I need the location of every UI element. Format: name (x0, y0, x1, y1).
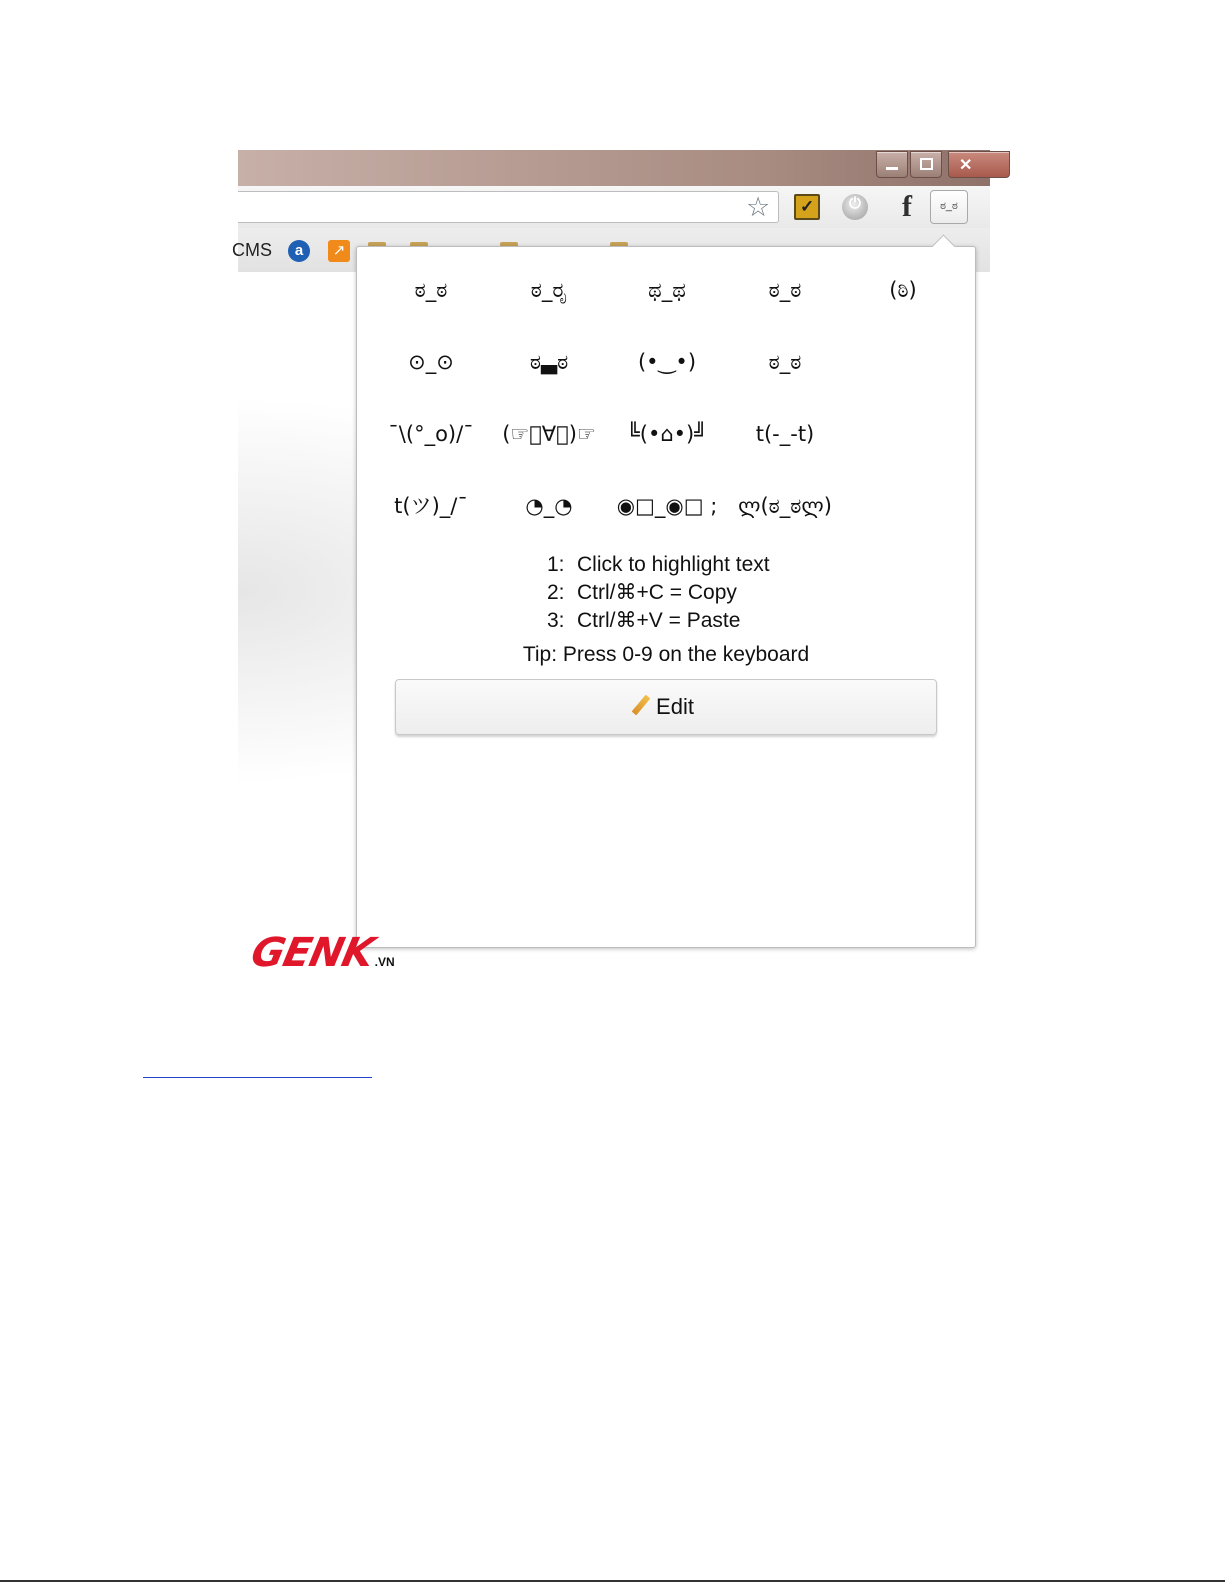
minimize-button[interactable] (876, 151, 908, 178)
emoticon-item[interactable]: ಠ▃ಠ (529, 350, 569, 374)
bookmark-cms[interactable]: CMS (232, 240, 272, 260)
emoticon-grid (372, 275, 962, 563)
emoticon-item[interactable]: (☞ﾟ∀ﾟ)☞ (502, 422, 596, 446)
emoticon-item[interactable]: ◉□_◉□ ; (616, 494, 718, 518)
close-button[interactable] (948, 151, 1010, 178)
emoticon-row (372, 347, 962, 419)
emoticon-item[interactable]: ⊙_⊙ (408, 350, 454, 374)
emoticon-item[interactable]: ಥ_ಥ (648, 278, 686, 302)
emoticon-row (372, 275, 962, 347)
restore-button[interactable] (910, 151, 942, 178)
restore-icon (920, 158, 933, 170)
emoticon-item[interactable]: ಠ_ಠ (768, 278, 802, 302)
keyboard-tip: Tip: Press 0-9 on the keyboard (522, 643, 810, 666)
browser-toolbar (238, 186, 990, 228)
facebook-icon[interactable]: f (902, 190, 912, 223)
usage-instructions (547, 551, 770, 635)
emoticon-item[interactable]: t(ツ)_/¯ (394, 494, 468, 518)
address-bar[interactable] (238, 191, 779, 223)
emoticon-item[interactable]: ಠ_ಠ (414, 278, 448, 302)
bookmark-chart-icon[interactable]: ↗ (328, 240, 350, 262)
emoticon-item[interactable]: (•‿•) (637, 350, 697, 374)
edit-button[interactable] (395, 679, 937, 735)
genk-logo: GENK.VN (247, 930, 395, 976)
emoticon-item[interactable]: ◔_◔ (525, 494, 573, 518)
emoticon-item[interactable]: ಠ_ಠ (768, 350, 802, 374)
emoticon-popup (356, 246, 976, 948)
minimize-icon (886, 167, 898, 170)
page-bottom-rule (0, 1580, 1225, 1582)
document-link[interactable] (143, 1076, 372, 1078)
checkbox-extension-icon[interactable]: ✓ (794, 194, 820, 220)
disapproval-extension-button[interactable]: ಠ_ಠ (930, 190, 968, 224)
emoticon-item[interactable]: ¯\(°_o)/¯ (388, 422, 474, 446)
browser-screenshot (232, 150, 990, 980)
instruction-line: 1: Click to highlight text (547, 553, 770, 576)
instruction-line: 2: Ctrl/⌘+C = Copy (547, 581, 737, 604)
close-icon: ✕ (959, 157, 973, 174)
emoticon-row (372, 419, 962, 491)
window-titlebar (238, 150, 990, 186)
bookmark-circle-icon[interactable]: a (288, 240, 310, 262)
pencil-icon (632, 695, 651, 716)
emoticon-item[interactable]: ╚(•⌂•)╝ (627, 422, 707, 446)
emoticon-item[interactable]: (ಠಿ) (889, 278, 917, 302)
emoticon-item[interactable]: ಠ_ರೃ (530, 278, 568, 302)
bookmark-star-icon[interactable]: ☆ (746, 192, 771, 222)
emoticon-item[interactable]: ლ(ಠ_ಠლ) (738, 494, 832, 518)
edit-label: Edit (656, 694, 694, 719)
power-extension-icon[interactable]: ⏻ (842, 194, 868, 220)
instruction-line: 3: Ctrl/⌘+V = Paste (547, 609, 741, 632)
emoticon-item[interactable]: t(-_-t) (755, 422, 815, 446)
